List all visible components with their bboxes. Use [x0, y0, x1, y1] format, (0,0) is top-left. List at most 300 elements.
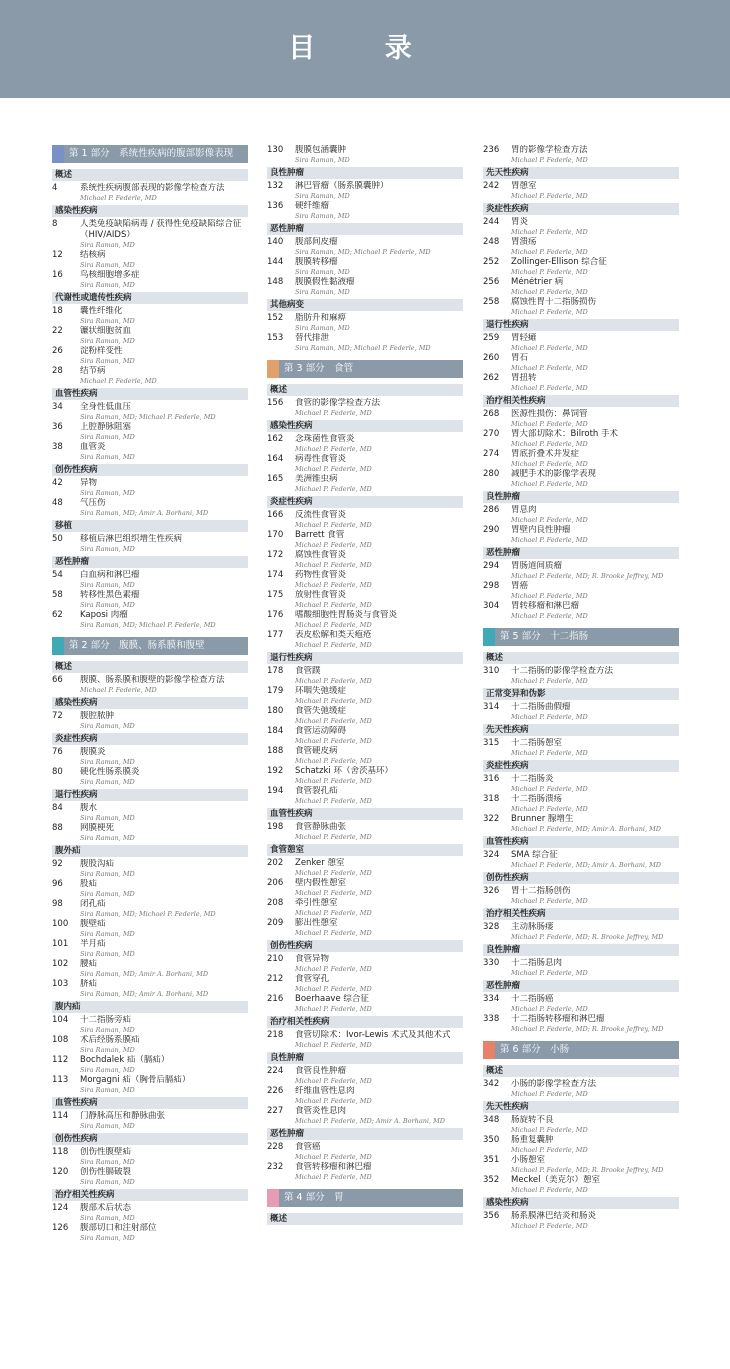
entry-title: 壁内假性憩室 [295, 878, 347, 888]
toc-entry[interactable] [267, 398, 463, 418]
toc-entry[interactable] [483, 429, 679, 449]
toc-entry[interactable] [267, 257, 463, 277]
page-number: 132 [267, 181, 284, 191]
toc-entry[interactable] [483, 958, 679, 978]
toc-entry[interactable] [52, 767, 248, 787]
entry-author: Sira Raman, MD [80, 1158, 135, 1166]
toc-entry[interactable] [52, 1111, 248, 1131]
entry-author: Michael P. Federle, MD [511, 1090, 588, 1098]
toc-entry[interactable] [483, 738, 679, 758]
entry-title: 胃憩室 [511, 181, 537, 191]
entry-title: 药物性食管炎 [295, 570, 347, 580]
toc-entry[interactable] [52, 366, 248, 386]
toc-entry[interactable] [52, 1035, 248, 1055]
entry-author: Michael P. Federle, MD; R. Brooke Jeffrey, MD [511, 1166, 664, 1174]
toc-entry[interactable] [52, 959, 248, 979]
toc-entry[interactable] [52, 859, 248, 879]
entry-title: Zollinger-Ellison 综合征 [511, 257, 607, 267]
toc-entry[interactable] [483, 333, 679, 353]
entry-title: Schatzki 环（舍茨基环） [295, 766, 393, 776]
page-number: 227 [267, 1106, 284, 1116]
entry-author: Michael P. Federle, MD [295, 1041, 372, 1049]
entry-author: Sira Raman, MD [80, 601, 135, 609]
toc-entry[interactable] [267, 590, 463, 610]
entry-title: 胃大部切除术：Bilroth 手术 [511, 429, 618, 439]
entry-title: 腹膜假性黏液瘤 [295, 277, 355, 287]
toc-entry[interactable] [267, 237, 463, 257]
entry-title: 人类免疫缺陷病毒 / 获得性免疫缺陷综合征 [80, 219, 242, 229]
entry-author: Sira Raman, MD [80, 357, 135, 365]
toc-entry[interactable] [267, 858, 463, 878]
part-title: 第 4 部分 胃 [284, 1192, 344, 1203]
category-heading: 血管性疾病 [483, 836, 679, 848]
toc-entry[interactable] [267, 145, 463, 165]
toc-entry[interactable] [483, 886, 679, 906]
part-color-marker [483, 1041, 495, 1059]
entry-title: 术后经肠系膜疝 [80, 1035, 140, 1045]
entry-title: 腹壁疝 [80, 919, 106, 929]
toc-entry[interactable] [52, 899, 248, 919]
part-color-marker [483, 628, 495, 646]
toc-entry[interactable] [267, 918, 463, 938]
entry-title: Barrett 食管 [295, 530, 345, 540]
entry-author: Sira Raman, MD [80, 814, 135, 822]
toc-entry[interactable] [483, 525, 679, 545]
page-number: 256 [483, 277, 500, 287]
toc-entry[interactable] [267, 201, 463, 221]
toc-column-2 [267, 145, 463, 1227]
entry-title: 胃溃疡 [511, 237, 537, 247]
entry-title: 食管切除术：Ivor-Lewis 术式及其他术式 [295, 1030, 451, 1040]
entry-title: 移植后淋巴组织增生性疾病 [80, 534, 183, 544]
entry-title: 肠重复囊肿 [511, 1135, 554, 1145]
toc-entry[interactable] [52, 610, 248, 630]
toc-entry[interactable] [267, 1142, 463, 1162]
toc-entry[interactable] [483, 794, 679, 814]
toc-entry[interactable] [52, 498, 248, 518]
entry-author: Michael P. Federle, MD [511, 805, 588, 813]
entry-author: Michael P. Federle, MD [511, 1126, 588, 1134]
category-heading: 先天性疾病 [483, 167, 679, 179]
toc-entry[interactable] [483, 237, 679, 257]
entry-author: Sira Raman, MD; Michael P. Federle, MD [80, 413, 216, 421]
toc-entry[interactable] [267, 766, 463, 786]
toc-entry[interactable] [267, 277, 463, 297]
toc-entry[interactable] [483, 1014, 679, 1034]
category-heading: 概述 [267, 384, 463, 396]
toc-entry[interactable] [267, 570, 463, 590]
entry-author: Sira Raman, MD [80, 261, 135, 269]
page-number: 118 [52, 1147, 69, 1157]
section-gap [483, 621, 679, 628]
toc-entry[interactable] [52, 879, 248, 899]
toc-column-3 [483, 145, 679, 1231]
page-number: 224 [267, 1066, 284, 1076]
entry-title: 十二指肠旁疝 [80, 1015, 132, 1025]
toc-entry[interactable] [52, 346, 248, 366]
toc-entry[interactable] [267, 1066, 463, 1086]
toc-entry[interactable] [267, 530, 463, 550]
page-number: 170 [267, 530, 284, 540]
entry-author: Sira Raman, MD [80, 1066, 135, 1074]
part-color-marker [52, 145, 64, 163]
entry-author: Michael P. Federle, MD [295, 965, 372, 973]
entry-author: Sira Raman, MD; Amir A. Borhani, MD [80, 990, 209, 998]
page-number: 334 [483, 994, 500, 1004]
entry-author: Sira Raman, MD [80, 241, 135, 249]
entry-author: Michael P. Federle, MD [511, 1222, 588, 1230]
toc-entry[interactable] [52, 219, 248, 250]
toc-entry[interactable] [267, 434, 463, 454]
toc-entry[interactable] [483, 1115, 679, 1135]
toc-entry[interactable] [267, 610, 463, 630]
category-heading: 炎症性疾病 [483, 203, 679, 215]
toc-entry[interactable] [52, 1223, 248, 1243]
toc-entry[interactable] [52, 919, 248, 939]
category-heading: 感染性疾病 [52, 697, 248, 709]
toc-entry[interactable] [267, 898, 463, 918]
entry-author: Michael P. Federle, MD [295, 561, 372, 569]
page-number: 318 [483, 794, 500, 804]
toc-entry[interactable] [483, 469, 679, 489]
toc-entry[interactable] [267, 822, 463, 842]
entry-author: Michael P. Federle, MD [295, 1077, 372, 1085]
entry-author: Michael P. Federle, MD [295, 717, 372, 725]
toc-entry[interactable] [267, 474, 463, 494]
toc-entry[interactable] [267, 706, 463, 726]
entry-title: 胃癌 [511, 581, 529, 591]
page-number: 112 [52, 1055, 69, 1065]
part-color-marker [52, 637, 64, 655]
page-number: 274 [483, 449, 500, 459]
toc-entry[interactable] [52, 590, 248, 610]
entry-author: Michael P. Federle, MD [511, 248, 588, 256]
toc-entry[interactable] [483, 449, 679, 469]
toc-entry[interactable] [52, 402, 248, 422]
toc-entry[interactable] [52, 570, 248, 590]
toc-entry[interactable] [483, 217, 679, 237]
entry-author: Sira Raman, MD [80, 778, 135, 786]
toc-column-1 [52, 145, 248, 1243]
entry-author: Michael P. Federle, MD; R. Brooke Jeffrey, MD [511, 933, 664, 941]
page-number: 232 [267, 1162, 284, 1172]
page-number: 356 [483, 1211, 500, 1221]
toc-entry[interactable] [483, 814, 679, 834]
entry-author: Michael P. Federle, MD [511, 592, 588, 600]
toc-entry[interactable] [483, 1175, 679, 1195]
page-number: 162 [267, 434, 284, 444]
entry-title: 嗜酸细胞性胃肠炎与食管炎 [295, 610, 398, 620]
toc-entry[interactable] [52, 939, 248, 959]
entry-author: Sira Raman, MD [295, 212, 350, 220]
toc-entry[interactable] [52, 1015, 248, 1035]
category-heading: 正常变异和伪影 [483, 688, 679, 700]
entry-title: 念珠菌性食管炎 [295, 434, 355, 444]
entry-author: Sira Raman, MD [80, 722, 135, 730]
entry-title: 肠系膜淋巴结炎和肠炎 [511, 1211, 597, 1221]
category-heading: 腹外疝 [52, 845, 248, 857]
toc-entry[interactable] [267, 954, 463, 974]
category-heading: 概述 [483, 1065, 679, 1077]
toc-entry[interactable] [483, 505, 679, 525]
toc-entry[interactable] [483, 1155, 679, 1175]
entry-author: Sira Raman, MD [80, 317, 135, 325]
category-heading: 概述 [52, 169, 248, 181]
toc-entry[interactable] [52, 478, 248, 498]
entry-author: Michael P. Federle, MD; Amir A. Borhani, MD [511, 861, 661, 869]
entry-author: Sira Raman, MD [80, 281, 135, 289]
page-number: 228 [267, 1142, 284, 1152]
entry-author: Michael P. Federle, MD; Amir A. Borhani, MD [295, 1117, 445, 1125]
toc-entry[interactable] [52, 1055, 248, 1075]
toc-entry[interactable] [267, 686, 463, 706]
entry-title: SMA 综合征 [511, 850, 558, 860]
page-number: 114 [52, 1111, 69, 1121]
entry-title: 硬纤维瘤 [295, 201, 330, 211]
toc-entry[interactable] [267, 510, 463, 530]
entry-author: Michael P. Federle, MD [511, 969, 588, 977]
entry-title: 十二指肠憩室 [511, 738, 563, 748]
entry-title: 食管穿孔 [295, 974, 330, 984]
toc-entry[interactable] [267, 994, 463, 1014]
entry-author: Michael P. Federle, MD [511, 1146, 588, 1154]
toc-entry[interactable] [52, 711, 248, 731]
toc-entry[interactable] [483, 601, 679, 621]
toc-entry[interactable] [483, 1079, 679, 1099]
toc-entry[interactable] [267, 1162, 463, 1182]
toc-entry[interactable] [267, 786, 463, 806]
toc-entry[interactable] [267, 1030, 463, 1050]
entry-author: Sira Raman, MD [80, 433, 135, 441]
toc-entry[interactable] [52, 306, 248, 326]
entry-title: 胃扭转 [511, 373, 537, 383]
toc-entry[interactable] [52, 442, 248, 462]
entry-title: 胃底折叠术并发症 [511, 449, 580, 459]
entry-title: 全身性低血压 [80, 402, 132, 412]
page-number: 103 [52, 979, 69, 989]
toc-entry[interactable] [52, 250, 248, 270]
entry-author: Michael P. Federle, MD [295, 641, 372, 649]
toc-entry[interactable] [267, 313, 463, 333]
entry-title: 腹膜转移瘤 [295, 257, 338, 267]
entry-title: 上腔静脉阻塞 [80, 422, 132, 432]
toc-entry[interactable] [483, 561, 679, 581]
page-number: 18 [52, 306, 63, 316]
part-heading [267, 360, 463, 378]
page-number: 194 [267, 786, 284, 796]
toc-entry[interactable] [52, 823, 248, 843]
entry-author: Sira Raman, MD [80, 834, 135, 842]
toc-entry[interactable] [267, 333, 463, 353]
entry-author: Sira Raman, MD; Amir A. Borhani, MD [80, 509, 209, 517]
entry-author: Michael P. Federle, MD [511, 713, 588, 721]
entry-author: Michael P. Federle, MD [511, 440, 588, 448]
section-gap [267, 353, 463, 360]
toc-entry[interactable] [483, 1135, 679, 1155]
toc-entry[interactable] [267, 746, 463, 766]
entry-author: Michael P. Federle, MD [295, 1153, 372, 1161]
page-number: 192 [267, 766, 284, 776]
entry-author: Michael P. Federle, MD [295, 601, 372, 609]
category-heading: 退行性疾病 [52, 789, 248, 801]
entry-author: Sira Raman, MD [80, 1234, 135, 1242]
entry-title-continued: （HIV/AIDS） [80, 230, 135, 240]
toc-entry[interactable] [267, 666, 463, 686]
toc-entry[interactable] [52, 1147, 248, 1167]
page-number: 113 [52, 1075, 69, 1085]
entry-title: 腹膜、肠系膜和腹壁的影像学检查方法 [80, 675, 225, 685]
toc-entry[interactable] [52, 326, 248, 346]
entry-author: Michael P. Federle, MD [295, 833, 372, 841]
category-heading: 炎症性疾病 [52, 733, 248, 745]
toc-entry[interactable] [267, 1086, 463, 1106]
toc-entry[interactable] [483, 702, 679, 722]
toc-entry[interactable] [52, 422, 248, 442]
entry-author: Michael P. Federle, MD [295, 1097, 372, 1105]
toc-entry[interactable] [483, 257, 679, 277]
category-heading: 恶性肿瘤 [483, 547, 679, 559]
toc-entry[interactable] [483, 353, 679, 373]
toc-entry[interactable] [267, 630, 463, 650]
entry-author: Sira Raman, MD [80, 1178, 135, 1186]
page-number: 262 [483, 373, 500, 383]
entry-author: Michael P. Federle, MD [295, 985, 372, 993]
entry-author: Sira Raman, MD [80, 1026, 135, 1034]
page-number: 54 [52, 570, 63, 580]
part-title: 第 1 部分 系统性疾病的腹部影像表现 [69, 148, 234, 159]
category-heading: 概述 [267, 1213, 463, 1225]
toc-entry[interactable] [483, 409, 679, 429]
category-heading: 血管性疾病 [52, 1097, 248, 1109]
entry-title: 食管癌 [295, 1142, 321, 1152]
entry-author: Michael P. Federle, MD [295, 1005, 372, 1013]
entry-title: 系统性疾病腹部表现的影像学检查方法 [80, 183, 225, 193]
entry-title: 胃息肉 [511, 505, 537, 515]
page-number: 152 [267, 313, 284, 323]
entry-author: Sira Raman, MD; Michael P. Federle, MD [295, 248, 431, 256]
entry-title: 胃轻瘫 [511, 333, 537, 343]
entry-author: Sira Raman, MD [295, 324, 350, 332]
section-gap [483, 1034, 679, 1041]
page-number: 326 [483, 886, 500, 896]
page-number: 124 [52, 1203, 69, 1213]
toc-entry[interactable] [267, 550, 463, 570]
toc-entry[interactable] [52, 675, 248, 695]
toc-entry[interactable] [52, 534, 248, 554]
page-number: 104 [52, 1015, 69, 1025]
entry-author: Sira Raman, MD [80, 890, 135, 898]
page-number: 166 [267, 510, 284, 520]
toc-entry[interactable] [52, 1075, 248, 1095]
toc-entry[interactable] [483, 1211, 679, 1231]
entry-title: 胃的影像学检查方法 [511, 145, 588, 155]
entry-title: 镰状细胞贫血 [80, 326, 132, 336]
toc-entry[interactable] [52, 979, 248, 999]
toc-entry[interactable] [52, 183, 248, 203]
page-number: 4 [52, 183, 58, 193]
page-number: 140 [267, 237, 284, 247]
page-number: 136 [267, 201, 284, 211]
entry-title: 结核病 [80, 250, 106, 260]
toc-entry[interactable] [483, 277, 679, 297]
toc-entry[interactable] [483, 297, 679, 317]
category-heading: 良性肿瘤 [483, 944, 679, 956]
toc-entry[interactable] [267, 726, 463, 746]
entry-author: Michael P. Federle, MD [511, 677, 588, 685]
part-title: 第 5 部分 十二指肠 [500, 631, 589, 642]
page-number: 120 [52, 1167, 69, 1177]
toc-entry[interactable] [267, 974, 463, 994]
toc-entry[interactable] [483, 581, 679, 601]
category-heading: 血管性疾病 [52, 388, 248, 400]
category-heading: 感染性疾病 [52, 205, 248, 217]
category-heading: 恶性肿瘤 [267, 1128, 463, 1140]
page-number: 26 [52, 346, 63, 356]
toc-entry[interactable] [483, 850, 679, 870]
toc-entry[interactable] [267, 454, 463, 474]
page-number: 28 [52, 366, 63, 376]
entry-author: Sira Raman, MD [80, 1086, 135, 1094]
toc-entry[interactable] [483, 774, 679, 794]
entry-title: 闭孔疝 [80, 899, 106, 909]
toc-entry[interactable] [52, 1167, 248, 1187]
entry-title: 创伤性膈破裂 [80, 1167, 132, 1177]
toc-entry[interactable] [52, 747, 248, 767]
toc-entry[interactable] [483, 145, 679, 165]
page-number: 48 [52, 498, 63, 508]
page-number: 259 [483, 333, 500, 343]
toc-entry[interactable] [483, 181, 679, 201]
entry-title: 腐蚀性胃十二指肠损伤 [511, 297, 597, 307]
toc-entry[interactable] [267, 1106, 463, 1126]
toc-entry[interactable] [483, 994, 679, 1014]
toc-entry[interactable] [267, 181, 463, 201]
page-number: 100 [52, 919, 69, 929]
category-heading: 恶性肿瘤 [52, 556, 248, 568]
page-number: 351 [483, 1155, 500, 1165]
page-number: 80 [52, 767, 63, 777]
entry-author: Michael P. Federle, MD [511, 1186, 588, 1194]
toc-entry[interactable] [483, 666, 679, 686]
entry-title: 腐蚀性食管炎 [295, 550, 347, 560]
page-number: 144 [267, 257, 284, 267]
entry-author: Sira Raman, MD [80, 581, 135, 589]
page-number: 315 [483, 738, 500, 748]
toc-entry[interactable] [483, 922, 679, 942]
category-heading: 治疗相关性疾病 [267, 1016, 463, 1028]
page-number: 175 [267, 590, 284, 600]
page-number: 102 [52, 959, 69, 969]
entry-author: Michael P. Federle, MD [511, 536, 588, 544]
toc-entry[interactable] [267, 878, 463, 898]
page-number: 172 [267, 550, 284, 560]
entry-author: Michael P. Federle, MD [295, 929, 372, 937]
toc-entry[interactable] [52, 803, 248, 823]
entry-title: 食管失弛缓症 [295, 706, 347, 716]
entry-title: 食管蹼 [295, 666, 321, 676]
entry-author: Michael P. Federle, MD [295, 777, 372, 785]
entry-author: Michael P. Federle, MD [295, 757, 372, 765]
entry-author: Michael P. Federle, MD [295, 621, 372, 629]
page-number: 184 [267, 726, 284, 736]
entry-title: 硬化性肠系膜炎 [80, 767, 140, 777]
page-number: 350 [483, 1135, 500, 1145]
toc-entry[interactable] [483, 373, 679, 393]
entry-title: 肠旋转不良 [511, 1115, 554, 1125]
toc-entry[interactable] [52, 270, 248, 290]
page-number: 252 [483, 257, 500, 267]
toc-entry[interactable] [52, 1203, 248, 1223]
